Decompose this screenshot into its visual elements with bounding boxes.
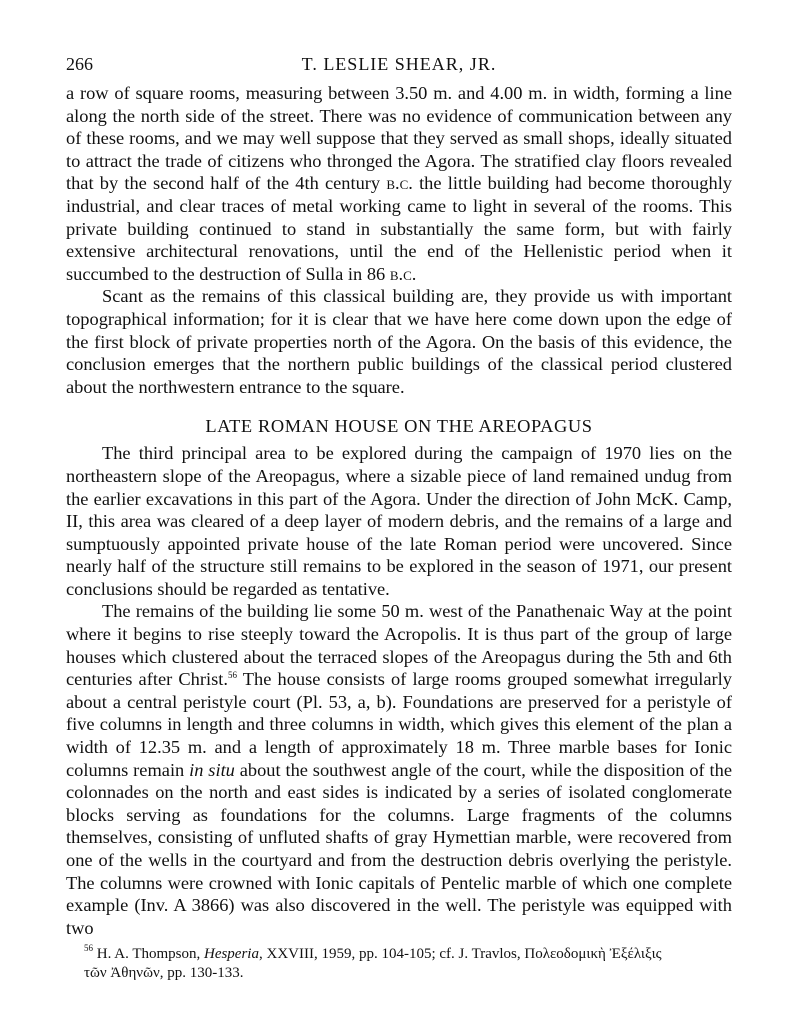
paragraph-4 (66, 600, 732, 939)
footnotes (66, 945, 732, 983)
footnote-greek-title: Πολεοδομικὴ Ἐξέλιξις (524, 946, 662, 963)
page-number: 266 (66, 54, 93, 74)
footnote-text-c: , pp. 130-133. (159, 965, 244, 982)
footnote-text-a: H. A. Thompson, (93, 946, 204, 963)
paragraph-1-text-b: the little building had become thoroughly industrial, and clear traces of metal working came to light in several of the rooms. This private building continued to stand in substantially the same form, but with fairly extensive architectural renovations, until the end of the Hellenistic period when it succumbed to the destruction of Sulla in 86 (66, 173, 732, 284)
paragraph-4-text-c: about the southwest angle of the court, while the disposition of the colonnades on the north and east sides is indicated by a series of isolated conglomerate blocks serving as foundations for the columns. Large fragments of the columns themselves, consisting of unfluted shafts of gray Hymettian marble, were recovered from one of the wells in the courtyard and from the destruction debris overlying the peristyle. The columns were crowned with Ionic capitals of Pentelic marble of which one complete example (Inv. A 3866) was also discovered in the well. The peristyle was equipped with two (66, 759, 732, 938)
running-head (66, 54, 732, 82)
running-title: T. LESLIE SHEAR, JR. (301, 54, 497, 74)
section-heading: LATE ROMAN HOUSE ON THE AREOPAGUS (205, 416, 593, 437)
latin-phrase: in situ (189, 759, 235, 780)
footnote-text-b: , XXVIII, 1959, pp. 104-105; cf. J. Travlos, (258, 946, 525, 963)
footnote-journal: Hesperia (203, 946, 259, 963)
footnote-56 (66, 945, 732, 983)
era-abbreviation: b.c. (389, 263, 417, 284)
paragraph-3: The third principal area to be explored during the campaign of 1970 lies on the northeastern slope of the Areopagus, where a sizable piece of land remained undug from the earlier excavations in this part of the Agora. Under the direction of John McK. Camp, II, this area was cleared of a deep layer of modern debris, and the remains of a large and sumptuously appointed private house of the late Roman period were uncovered. Since nearly half of the structure still remains to be explored in the season of 1971, our present conclusions should be regarded as tentative. (66, 443, 732, 599)
footnote-number: 56 (84, 943, 93, 954)
paragraph-2: Scant as the remains of this classical building are, they provide us with important topographical information; for it is clear that we have here come down upon the edge of the first block of private properties north of the Agora. On the basis of this evidence, the conclusion emerges that the northern public buildings of the classical period clustered about the northwestern entrance to the square. (66, 286, 732, 397)
paragraph-4-text-a: The remains of the building lie some 50 m. west of the Panathenaic Way at the point where it begins to rise steeply toward the Acropolis. It is thus part of the group of large houses which clustered about the terraced slopes of the Areopagus during the 5th and 6th centuries after Christ. (66, 601, 732, 690)
era-abbreviation: b.c. (386, 173, 413, 194)
footnote-reference[interactable]: 56 (227, 670, 237, 681)
page (66, 54, 732, 983)
paragraph-1 (66, 82, 732, 285)
paragraph-4-text-b: The house consists of large rooms grouped somewhat irregularly about a central peristyle court (Pl. 53, a, b). Foundations are preserved for a peristyle of five columns in length and three columns in width, which gives this element of the plan a width of 12.35 m. and a length of approximately 18 m. Three marble bases for Ionic columns remain (66, 669, 732, 780)
footnote-greek-title-2: τῶν Ἀθηνῶν (84, 965, 160, 982)
paragraph-1-text-a: a row of square rooms, measuring between 3.50 m. and 4.00 m. in width, forming a line along the north side of the street. There was no evidence of communication between any of these rooms, and we may well suppose that they served as small shops, ideally situated to attract the trade of citizens who thronged the Agora. The stratified clay floors revealed that by the second half of the 4th century (66, 83, 732, 194)
